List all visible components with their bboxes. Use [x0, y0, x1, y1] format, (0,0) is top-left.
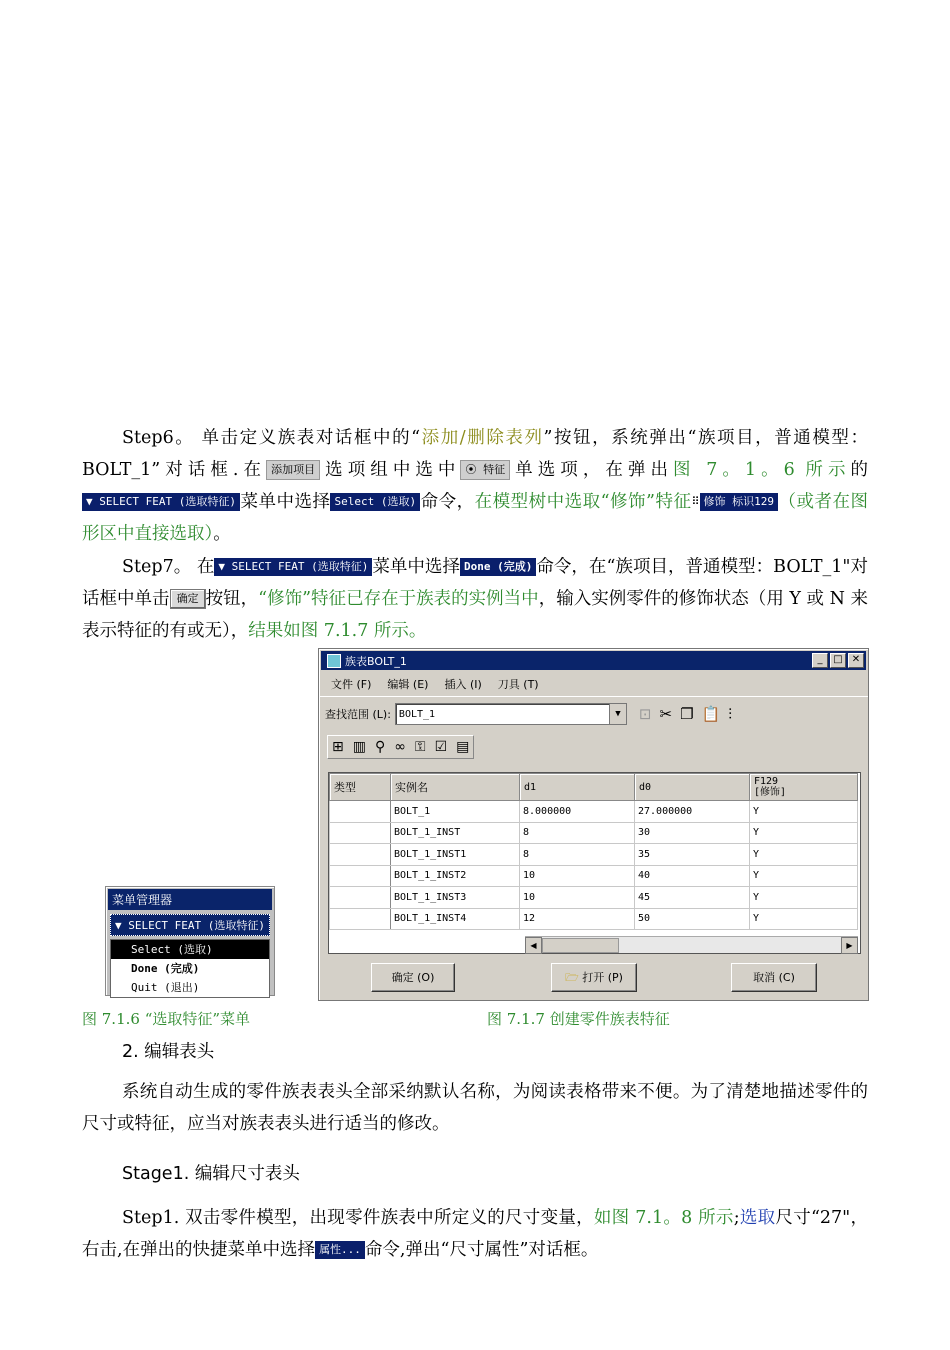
caption-fig-7-1-6: 图 7.1.6 “选取特征”菜单 [82, 1010, 251, 1028]
menu-item-select[interactable]: Select (选取) [111, 940, 269, 959]
find-row [325, 703, 732, 725]
step6-paragraph: Step6。 单击定义族表对话框中的“添加/删除表列”按钮，系统弹出“族项目，普通模型：BOLT_1”对话框.在 添加项目 选项组中选中 ⦿ 特征 单选项，在弹出图 7。1。6 所示的▼ SELECT FEAT (选取特征) 菜单中选择 Select (选取) 命令，在模型树中选取“修饰”特征⠿ 修饰 标识129 （或者在图形区中直接选取）。 [82, 428, 869, 544]
family-table-dialog [318, 648, 869, 1001]
maximize-icon[interactable]: □ [830, 653, 846, 668]
menu-insert[interactable]: 插入 (I) [444, 678, 482, 691]
folder-up-icon[interactable]: ⊡ [638, 705, 652, 723]
lock-icon[interactable]: ⚿ [414, 739, 426, 755]
table-row[interactable]: BOLT_1_INST 8 30 Y [330, 822, 858, 844]
select-feat-chip: ▼ SELECT FEAT (选取特征) [82, 493, 240, 511]
done-chip: Done (完成) [460, 558, 536, 576]
family-table-grid [328, 772, 861, 954]
ok-button[interactable]: 确定 (O) [371, 963, 455, 992]
menu-manager [105, 886, 275, 996]
dialog-title: 族表BOLT_1 [345, 654, 407, 668]
section-2-heading: 2. 编辑表头 [122, 1042, 215, 1062]
col-type[interactable]: 类型 [330, 774, 391, 801]
step7-paragraph: Step7。 在 ▼ SELECT FEAT (选取特征) 菜单中选择 Done (完成) 命令，在“族项目，普通模型：BOLT_1"对话框中单击 确定 按钮，“修饰”特征已存在于族表的实例当中，输入实例零件的修饰状态（用 Y 或 N 来表示特征的有或无），结果如图 7.1.7 所示。 [82, 557, 869, 641]
menu-item-done[interactable]: Done (完成) [131, 962, 200, 975]
table-row[interactable]: BOLT_1_INST4 12 50 Y [330, 908, 858, 930]
family-table [329, 773, 858, 930]
scroll-thumb[interactable] [542, 938, 619, 953]
cut-icon[interactable]: ✂ [659, 705, 673, 723]
glasses-icon[interactable]: ∞ [394, 739, 406, 755]
add-column-icon[interactable]: ▥ [352, 739, 366, 755]
ok-button-chip: 确定 [170, 589, 206, 609]
verify-icon[interactable]: ☑ [434, 739, 448, 755]
scroll-right-icon[interactable]: ▶ [841, 937, 858, 954]
add-item-chip: 添加项目 [266, 460, 320, 480]
paste-icon[interactable]: 📋 [701, 705, 721, 723]
dialog-titlebar [321, 651, 866, 670]
menu-tools[interactable]: 刀具 (T) [497, 678, 539, 691]
cancel-button[interactable]: 取消 (C) [731, 963, 817, 992]
app-icon [327, 654, 341, 668]
copy-icon[interactable]: ❐ [680, 705, 694, 723]
table-row[interactable]: BOLT_1_INST2 10 40 Y [330, 865, 858, 887]
menu-file[interactable]: 文件 (F) [331, 678, 372, 691]
feature-id-chip: 修饰 标识129 [700, 493, 779, 511]
chevron-down-icon[interactable]: ▼ [609, 704, 626, 724]
col-instance-name[interactable]: 实例名 [391, 774, 520, 801]
menu-items [110, 939, 270, 998]
table-row[interactable]: BOLT_1 8.000000 27.000000 Y [330, 801, 858, 823]
table-icon[interactable]: ▤ [456, 739, 470, 755]
select-chip: Select (选取) [330, 493, 420, 511]
dialog-menubar [319, 672, 868, 697]
minimize-icon[interactable]: _ [812, 653, 828, 668]
insert-column-icon[interactable]: ⫶ [728, 705, 732, 723]
section-2-paragraph: 系统自动生成的零件族表表头全部采纳默认名称，为阅读表格带来不便。为了清楚地描述零件的尺寸或特征，应当对族表表头进行适当的修改。 [82, 1082, 868, 1134]
table-toolbar [327, 735, 474, 759]
binoculars-icon[interactable]: ⚲ [374, 739, 386, 755]
close-icon[interactable]: ✕ [848, 653, 864, 668]
find-label: 查找范围 (L): [325, 708, 391, 721]
col-d0[interactable]: d0 [635, 774, 750, 801]
menu-edit[interactable]: 编辑 (E) [387, 678, 429, 691]
stage-1-heading: Stage1. 编辑尺寸表头 [122, 1164, 300, 1184]
properties-chip: 属性... [315, 1241, 365, 1259]
select-feat-chip-2: ▼ SELECT FEAT (选取特征) [214, 558, 372, 576]
folder-icon: 🗁 [565, 971, 579, 984]
feature-tree-icon: ⠿ [691, 495, 700, 508]
feature-radio-chip: ⦿ 特征 [460, 460, 510, 480]
tree-view-icon[interactable]: ⊞ [332, 739, 344, 755]
scroll-left-icon[interactable]: ◀ [525, 937, 542, 954]
col-f129[interactable]: F129 [修饰] [750, 774, 858, 801]
select-feat-submenu[interactable]: ▼ SELECT FEAT (选取特征) [110, 914, 270, 936]
menu-manager-title: 菜单管理器 [108, 889, 272, 910]
caption-fig-7-1-7: 图 7.1.7 创建零件族表特征 [487, 1010, 670, 1028]
col-d1[interactable]: d1 [520, 774, 635, 801]
open-button[interactable]: 🗁 打开 (P) [551, 963, 637, 992]
find-combo[interactable]: BOLT_1 ▼ [395, 703, 627, 725]
step1-paragraph: Step1. 双击零件模型，出现零件族表中所定义的尺寸变量，如图 7.1。8 所示;选取尺寸“27"，右击,在弹出的快捷菜单中选择 属性... 命令,弹出“尺寸属性”对话框。 [82, 1208, 869, 1260]
horizontal-scrollbar[interactable] [525, 936, 858, 953]
table-row[interactable]: BOLT_1_INST3 10 45 Y [330, 887, 858, 909]
table-row[interactable]: BOLT_1_INST1 8 35 Y [330, 844, 858, 866]
menu-item-quit[interactable]: Quit (退出) [131, 981, 200, 994]
